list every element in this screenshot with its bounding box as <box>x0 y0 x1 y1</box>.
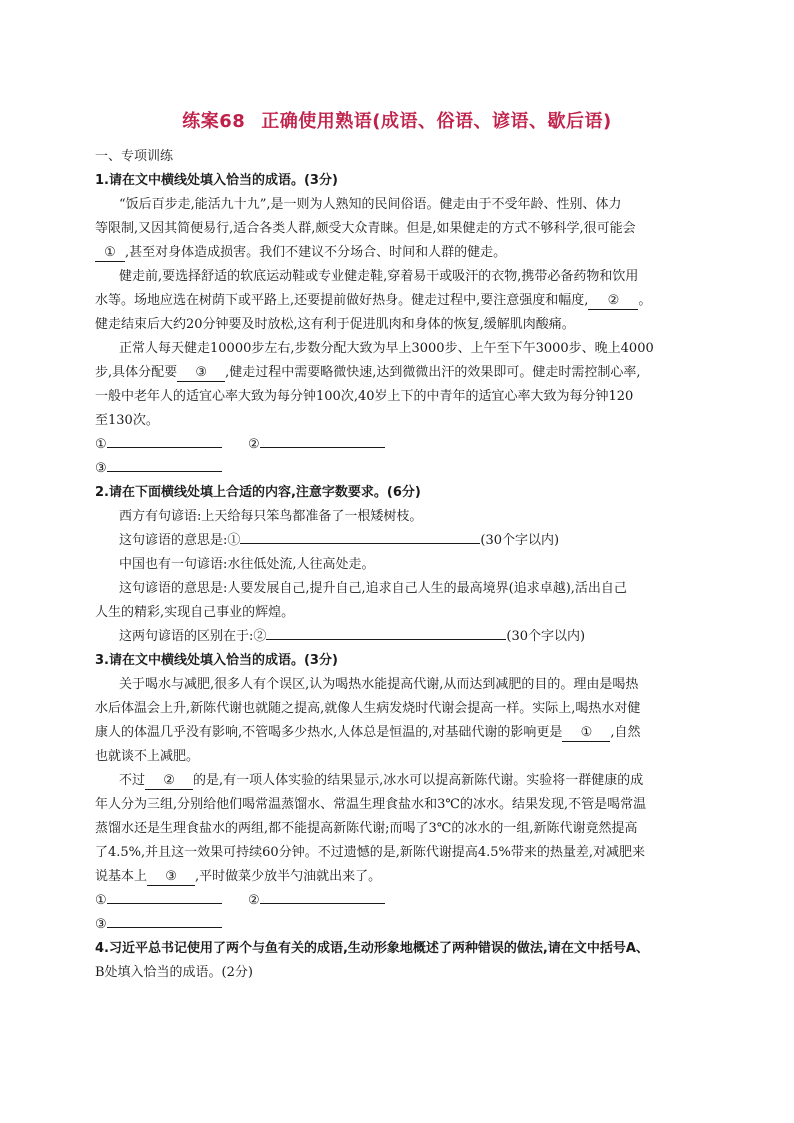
q3-paragraph: 水后体温会上升,新陈代谢也就随之提高,就像人生病发烧时代谢会提高一样。实际上,喝热水对健 <box>95 701 641 716</box>
q3-stem: 3.请在文中横线处填入恰当的成语。(3分) <box>95 653 338 668</box>
q3-blank-2[interactable]: ② <box>145 773 193 790</box>
section-heading: 一、专项训练 <box>95 149 174 164</box>
answer-line[interactable] <box>107 927 222 928</box>
q1-answer-2: ② <box>248 434 385 456</box>
q3-answer-1: ① <box>95 890 222 912</box>
q2-line: 中国也有一句谚语:水往低处流,人往高处走。 <box>119 557 375 572</box>
q1-paragraph: 至130次。 <box>95 413 159 428</box>
answer-line[interactable] <box>260 903 385 904</box>
q3-paragraph: 不过 ② 的是,有一项人体实验的结果显示,冰水可以提高新陈代谢。实验将一群健康的成 <box>119 773 644 788</box>
q1-blank-3[interactable]: ③ <box>177 365 225 382</box>
q2-line: 这两句谚语的区别在于:② (30个字以内) <box>119 629 586 644</box>
q1-stem: 1.请在文中横线处填入恰当的成语。(3分) <box>95 173 338 188</box>
q1-paragraph: 正常人每天健走10000步左右,步数分配大致为早上3000步、上午至下午3000步、晚上4000 <box>119 341 654 356</box>
q2-line: 这句谚语的意思是:人要发展自己,提升自己,追求自己人生的最高境界(追求卓越),活出自己 <box>119 581 627 596</box>
q3-paragraph: 康人的体温几乎没有影响,不管喝多少热水,人体总是恒温的,对基础代谢的影响更是 ① ,自然 <box>95 725 641 740</box>
q2-line: 这句谚语的意思是:① (30个字以内) <box>119 533 560 548</box>
q2-line: 西方有句谚语:上天给每只笨鸟都准备了一根矮树枝。 <box>119 509 423 524</box>
q3-answer-2: ② <box>248 890 385 912</box>
q1-paragraph: 一般中老年人的适宜心率大致为每分钟100次,40岁上下的中青年的适宜心率大致为每分钟120 <box>95 389 634 404</box>
q1-blank-2[interactable]: ② <box>588 293 638 310</box>
q4-stem: 4.习近平总书记使用了两个与鱼有关的成语,生动形象地概述了两种错误的做法,请在文中括号A、 <box>95 941 649 956</box>
q3-paragraph: 了4.5%,并且这一效果可持续60分钟。不过遗憾的是,新陈代谢提高4.5%带来的热量差,对减肥来 <box>95 845 645 860</box>
lesson-topic: 正确使用熟语(成语、俗语、谚语、歇后语) <box>261 111 612 132</box>
page-title <box>0 107 794 133</box>
q2-answer-2[interactable] <box>266 639 506 640</box>
answer-line[interactable] <box>107 447 222 448</box>
q3-paragraph: 也就谈不上减肥。 <box>95 749 200 764</box>
q3-blank-1[interactable]: ① <box>562 725 610 742</box>
q1-answer-1: ① <box>95 434 222 456</box>
q3-blank-3[interactable]: ③ <box>147 869 195 886</box>
answer-line[interactable] <box>107 471 222 472</box>
q1-paragraph: ① ,甚至对身体造成损害。我们不建议不分场合、时间和人群的健走。 <box>95 242 506 264</box>
q3-answer-3: ③ <box>95 914 222 936</box>
q1-blank-1[interactable]: ① <box>95 245 125 262</box>
q1-paragraph: 健走结束后大约20分钟要及时放松,这有利于促进肌肉和身体的恢复,缓解肌肉酸痛。 <box>95 317 575 332</box>
q1-paragraph: 水等。场地应选在树荫下或平路上,还要提前做好热身。健走过程中,要注意强度和幅度, ② 。 <box>95 293 652 308</box>
q3-paragraph: 关于喝水与减肥,很多人有个误区,认为喝热水能提高代谢,从而达到减肥的目的。理由是喝热 <box>119 677 639 692</box>
q1-paragraph: 步,具体分配要 ③ ,健走过程中需要略微快速,达到微微出汗的效果即可。健走时需控制心率, <box>95 365 641 380</box>
q1-answer-3: ③ <box>95 458 222 480</box>
q3-paragraph: 说基本上 ③ ,平时做菜少放半勺油就出来了。 <box>95 869 382 884</box>
q3-paragraph: 年人分为三组,分别给他们喝常温蒸馏水、常温生理食盐水和3℃的冰水。结果发现,不管是喝常温 <box>95 797 647 812</box>
answer-line[interactable] <box>260 447 385 448</box>
q4-stem-continued: B处填入恰当的成语。(2分) <box>95 965 253 980</box>
q1-paragraph: 等限制,又因其简便易行,适合各类人群,颇受大众青睐。但是,如果健走的方式不够科学,很可能会 <box>95 221 636 236</box>
lesson-number: 练案68 <box>182 111 246 132</box>
q1-paragraph: “饭后百步走,能活九十九”,是一则为人熟知的民间俗语。健走由于不受年龄、性别、体力 <box>119 197 622 212</box>
q2-answer-1[interactable] <box>240 543 480 544</box>
answer-line[interactable] <box>107 903 222 904</box>
q1-paragraph: 健走前,要选择舒适的软底运动鞋或专业健走鞋,穿着易干或吸汗的衣物,携带必备药物和饮用 <box>119 269 639 284</box>
q2-line: 人生的精彩,实现自己事业的辉煌。 <box>95 605 295 620</box>
q3-paragraph: 蒸馏水还是生理食盐水的两组,都不能提高新陈代谢;而喝了3℃的冰水的一组,新陈代谢竟然提高 <box>95 821 638 836</box>
q2-stem: 2.请在下面横线处填上合适的内容,注意字数要求。(6分) <box>95 485 421 500</box>
